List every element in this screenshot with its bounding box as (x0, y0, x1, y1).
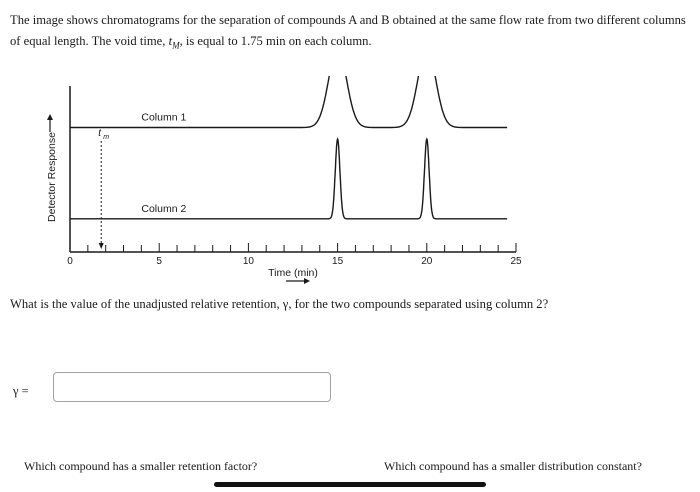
intro-part2: , is equal to 1.75 min on each column. (179, 34, 372, 48)
gamma-label: γ = (13, 384, 29, 398)
x-tick-label: 25 (510, 256, 522, 267)
series-label-column-1: Column 1 (141, 111, 187, 124)
void-time-arrowhead (99, 243, 104, 249)
chromatogram-trace-column-1 (70, 76, 507, 127)
y-axis-arrowhead (47, 114, 53, 120)
series-label-column-2: Column 2 (141, 202, 187, 215)
question-text: What is the value of the unadjusted relative retention, γ, for the two compounds separated using column 2? (10, 297, 549, 311)
void-time-label: t (98, 128, 102, 139)
horizontal-scrollbar[interactable] (214, 482, 486, 487)
retention-factor-question: Which compound has a smaller retention factor? (24, 459, 258, 473)
x-tick-label: 15 (332, 256, 344, 267)
gamma-answer-input[interactable] (53, 372, 331, 402)
void-time-symbol: $t_M$ (168, 34, 180, 51)
x-tick-label: 20 (421, 256, 433, 267)
chromatogram-trace-column-2 (70, 139, 507, 219)
x-tick-label: 10 (242, 256, 254, 267)
intro-part1: The image shows chromatograms for the separation of compounds A and B obtained at the same flow rate from two different columns of equal length. The void time, (10, 13, 686, 48)
y-axis-label: Detector Response (46, 132, 58, 222)
x-tick-label: 5 (156, 256, 162, 267)
intro-text (10, 10, 694, 57)
chromatogram-chart (36, 76, 532, 292)
distribution-constant-question: Which compound has a smaller distribution constant? (384, 459, 642, 473)
void-time-label-sub: m (103, 134, 110, 141)
x-axis-label: Time (min) (268, 267, 318, 279)
x-tick-label: 0 (67, 256, 73, 267)
